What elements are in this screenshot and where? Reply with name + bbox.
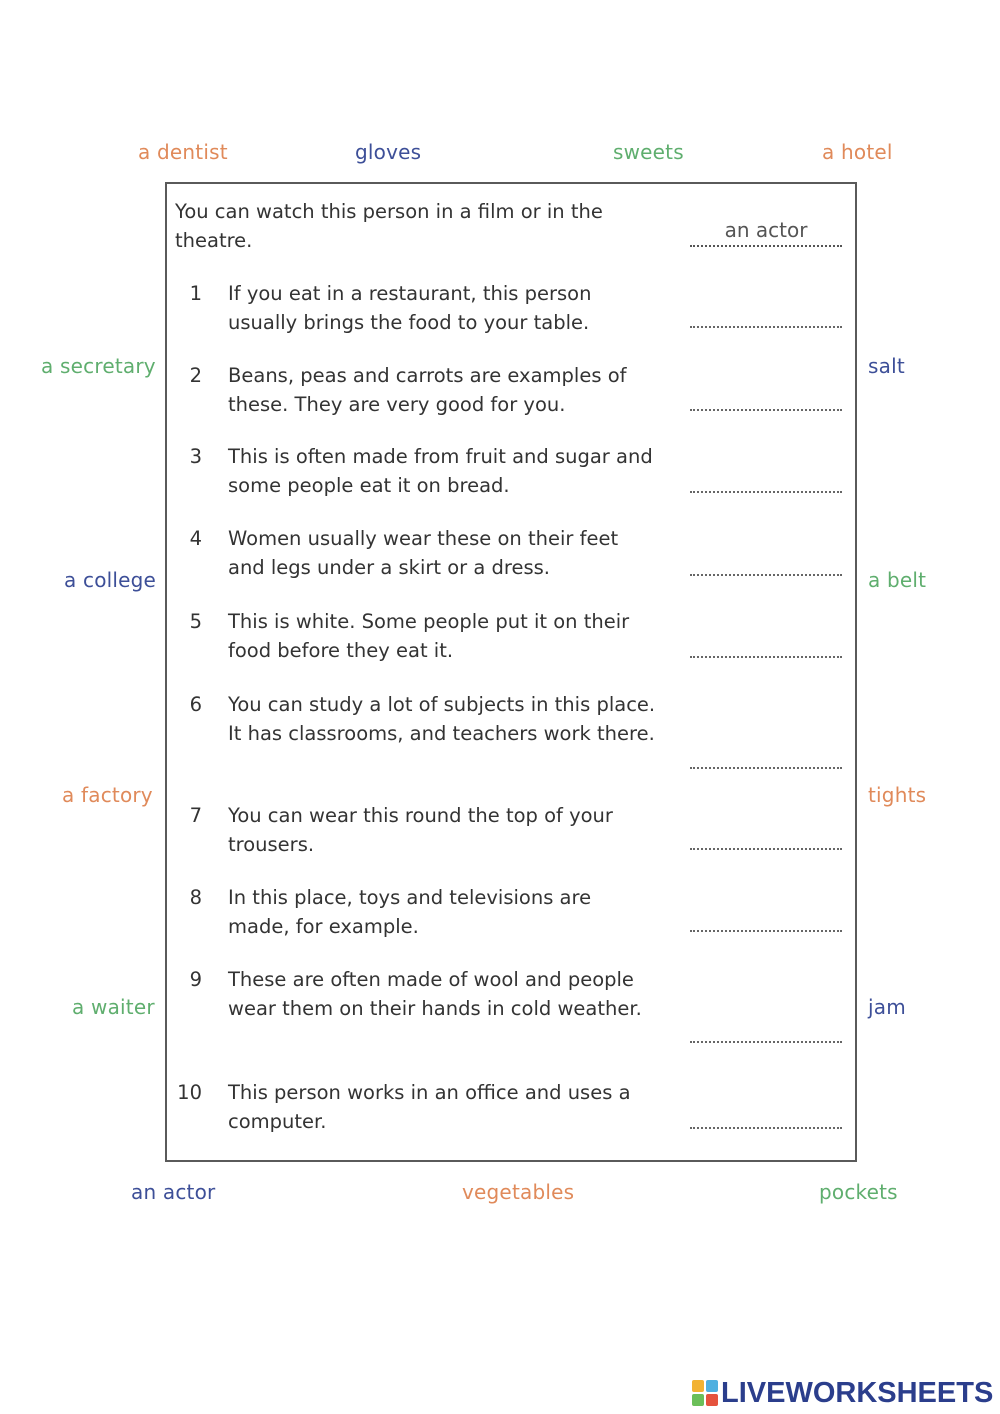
question-text: This is white. Some people put it on their food before they eat it. xyxy=(228,610,630,662)
question-text: These are often made of wool and people wear them on their hands in cold weather. xyxy=(228,968,642,1020)
word-gloves[interactable]: gloves xyxy=(355,140,422,164)
word-a-dentist[interactable]: a dentist xyxy=(138,140,228,164)
answer-blank-7[interactable] xyxy=(690,848,842,850)
word-a-secretary[interactable]: a secretary xyxy=(41,354,156,378)
answer-blank-2[interactable] xyxy=(690,409,842,411)
question-number: 2 xyxy=(189,364,202,387)
word-a-belt[interactable]: a belt xyxy=(868,568,927,592)
question-text: In this place, toys and televisions are made, for example. xyxy=(228,886,592,938)
question-number: 7 xyxy=(189,804,202,827)
answer-blank-9[interactable] xyxy=(690,1041,842,1043)
question-text: This person works in an office and uses a computer. xyxy=(228,1081,631,1133)
question-number: 8 xyxy=(189,886,202,909)
example-answer: an actor xyxy=(690,213,842,247)
logo-text: LIVEWORKSHEETS xyxy=(721,1376,994,1409)
answer-blank-3[interactable] xyxy=(690,491,842,493)
liveworksheets-logo-icon xyxy=(692,1380,718,1406)
answer-blank-1[interactable] xyxy=(690,326,842,328)
question-text: You can study a lot of subjects in this place. It has classrooms, and teachers work there. xyxy=(228,693,656,745)
question-number: 3 xyxy=(189,445,202,468)
question-text: Beans, peas and carrots are examples of these. They are very good for you. xyxy=(228,364,627,416)
word-pockets[interactable]: pockets xyxy=(819,1180,898,1204)
question-number: 10 xyxy=(177,1081,202,1104)
answer-blank-4[interactable] xyxy=(690,574,842,576)
question-text: You can wear this round the top of your trousers. xyxy=(228,804,613,856)
word-a-hotel[interactable]: a hotel xyxy=(822,140,893,164)
word-a-college[interactable]: a college xyxy=(64,568,157,592)
word-vegetables[interactable]: vegetables xyxy=(462,1180,575,1204)
question-number: 5 xyxy=(189,610,202,633)
word-sweets[interactable]: sweets xyxy=(613,140,684,164)
answer-blank-6[interactable] xyxy=(690,767,842,769)
word-salt[interactable]: salt xyxy=(868,354,905,378)
word-tights[interactable]: tights xyxy=(868,783,927,807)
question-number: 9 xyxy=(189,968,202,991)
question-text: This is often made from fruit and sugar and some people eat it on bread. xyxy=(228,445,653,497)
answer-blank-5[interactable] xyxy=(690,656,842,658)
word-jam[interactable]: jam xyxy=(868,995,906,1019)
question-number: 1 xyxy=(189,282,202,305)
question-text: Women usually wear these on their feet and legs under a skirt or a dress. xyxy=(228,527,619,579)
answer-blank-8[interactable] xyxy=(690,930,842,932)
liveworksheets-logo xyxy=(692,1376,993,1410)
question-text: If you eat in a restaurant, this person usually brings the food to your table. xyxy=(228,282,592,334)
word-an-actor[interactable]: an actor xyxy=(131,1180,216,1204)
question-number: 4 xyxy=(189,527,202,550)
word-a-waiter[interactable]: a waiter xyxy=(72,995,155,1019)
example-question: You can watch this person in a film or in the theatre. xyxy=(175,200,603,252)
question-number: 6 xyxy=(189,693,202,716)
answer-blank-10[interactable] xyxy=(690,1127,842,1129)
word-a-factory[interactable]: a factory xyxy=(62,783,153,807)
